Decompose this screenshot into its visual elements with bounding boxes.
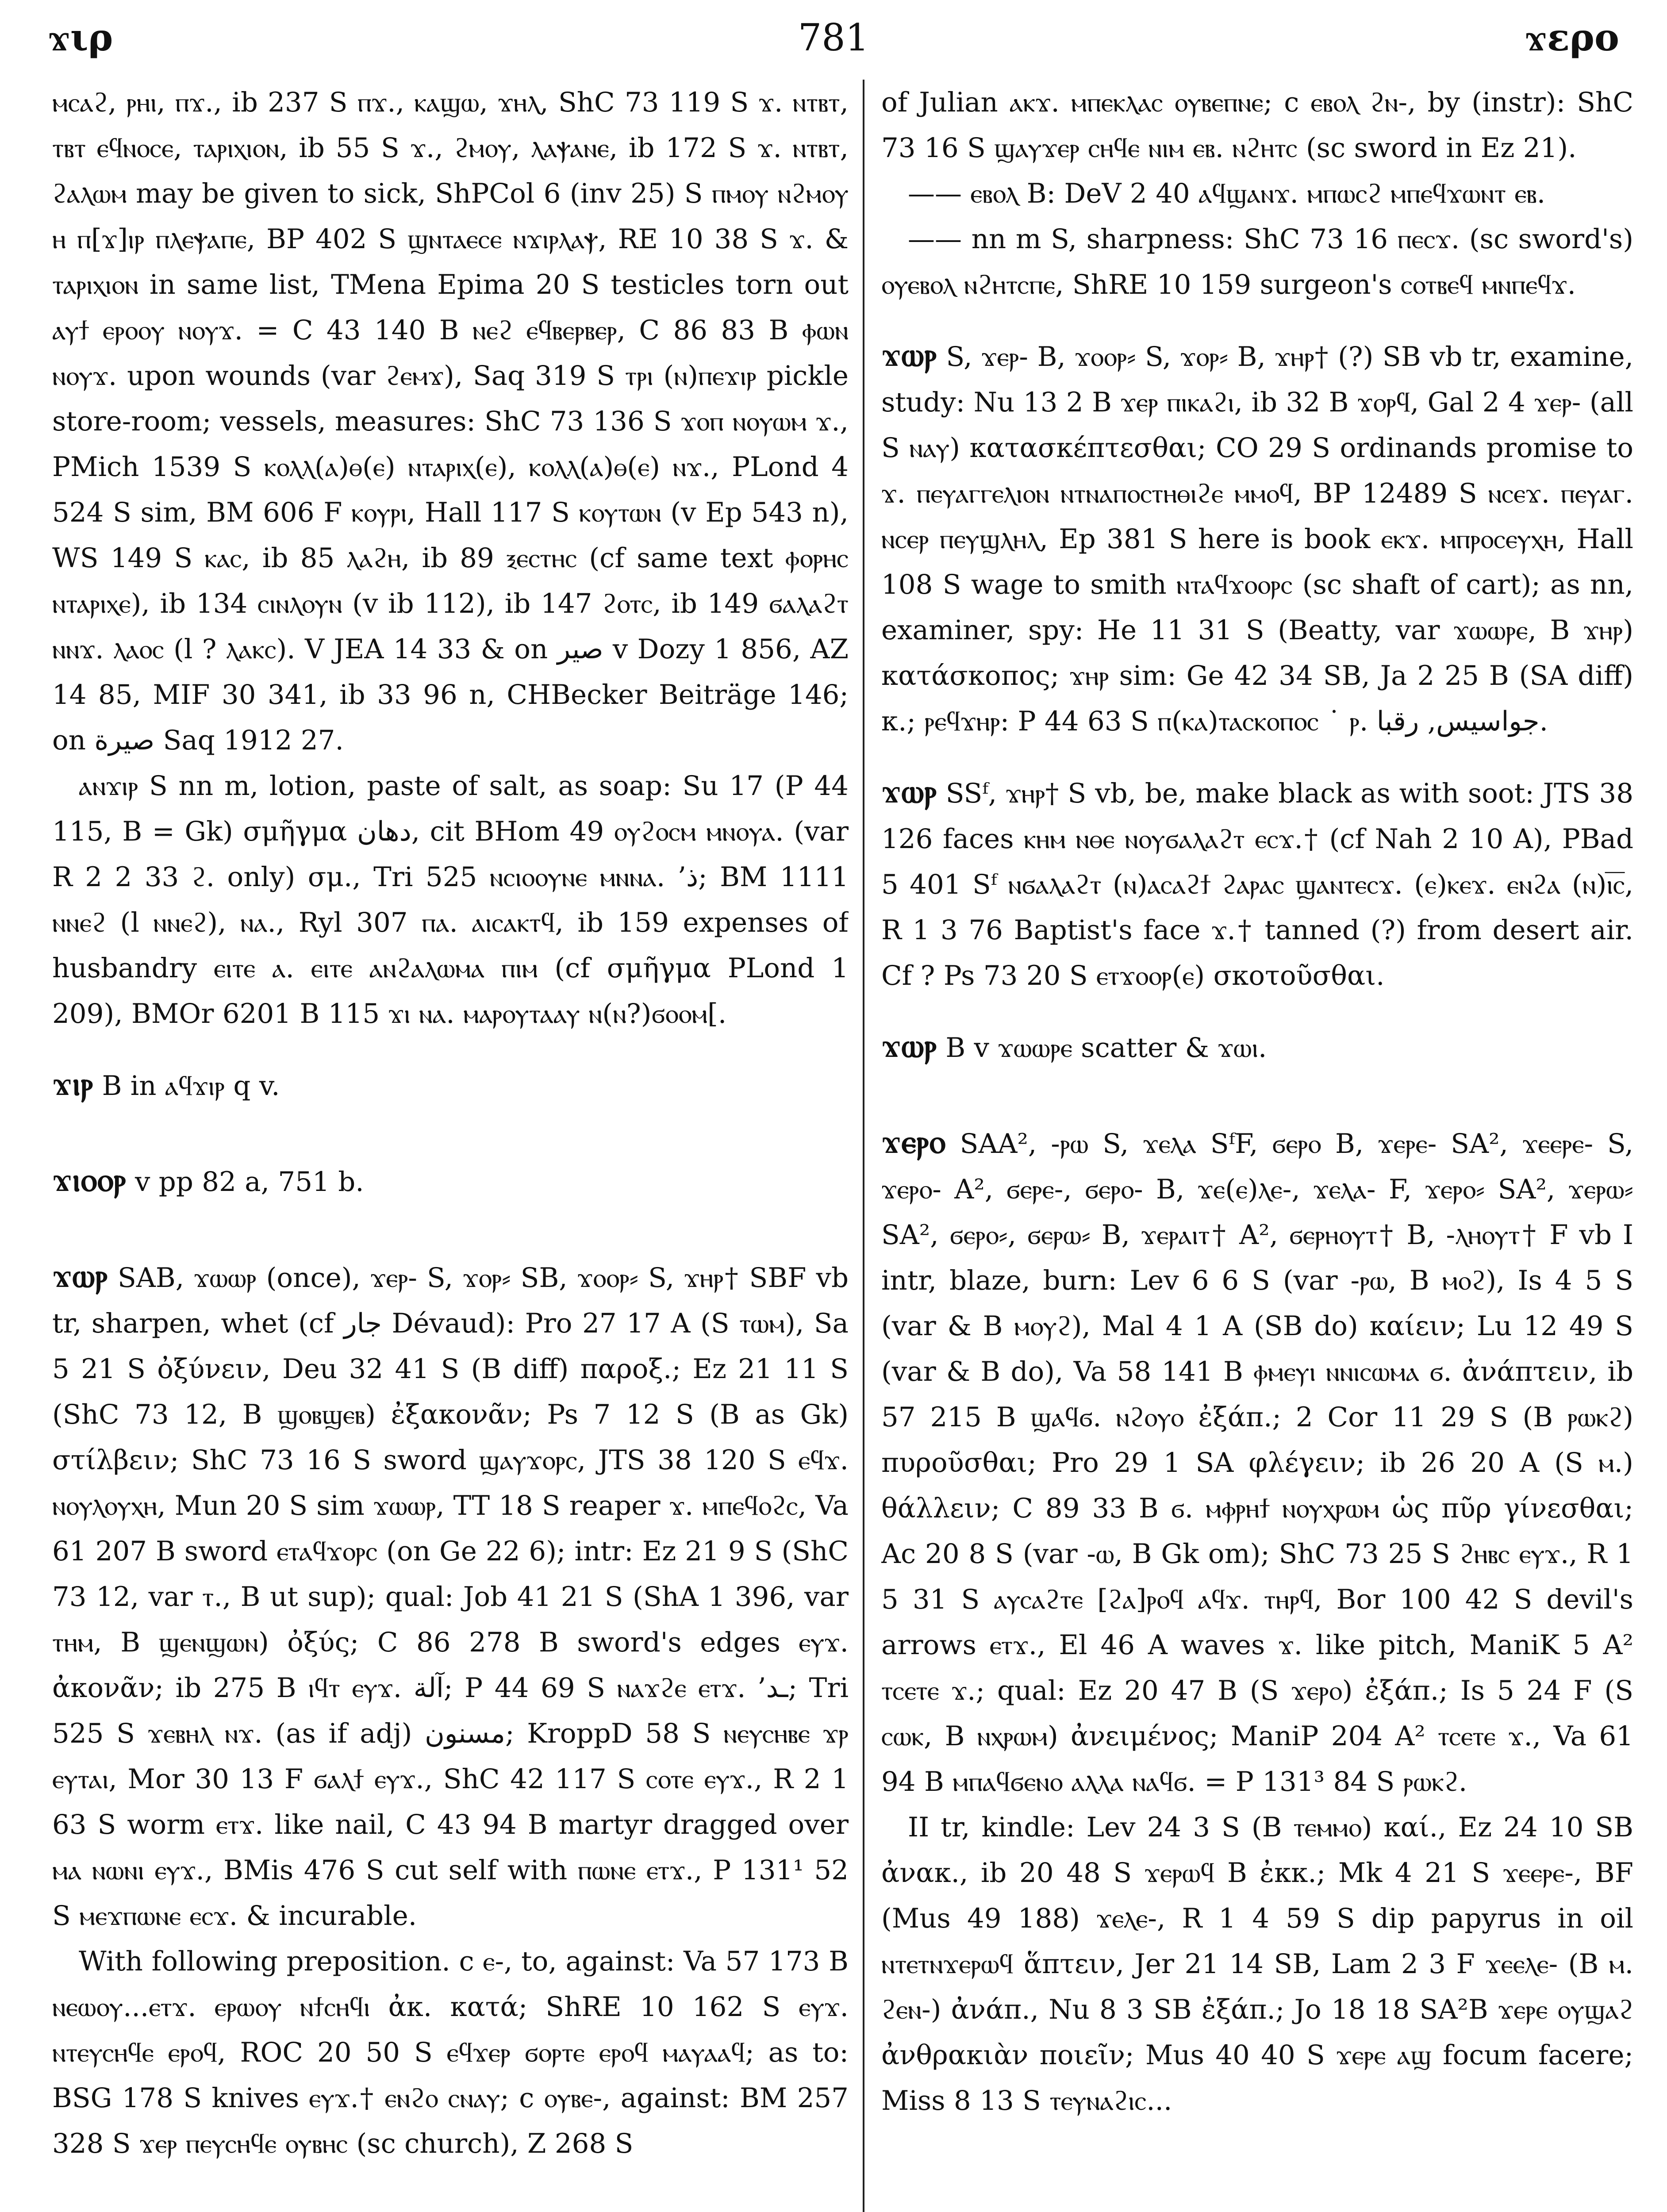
entry-text: SAA², -ⲣⲱ S, ϫⲉⲗⲁ SᶠF, ϭⲉⲣⲟ B, ϫⲉⲣⲉ- SA², ϫⲉⲉⲣⲉ- S, ϫⲉⲣⲟ- A², ϭⲉⲣⲉ-, ϭⲉⲣⲟ- B, ϫⲉ(ⲉ)ⲗⲉ-, ϫⲉⲗⲁ- F, ϫⲉⲣⲟ⸗ SA², ϫⲉⲣⲱ⸗ SA², ϭⲉⲣⲟ⸗, ϭⲉⲣⲱ⸗ B, ϫⲉⲣⲁⲓⲧ† A², ϭⲉⲣⲏⲟⲩⲧ† B, -ⲗⲏⲟⲩⲧ† F vb I intr, blaze, burn: Lev 6 6 S (var -ⲣⲱ, B ⲙⲟϩ), Is 4 5 S (var & B ⲙⲟⲩϩ), Mal 4 1 A (SB do) καίειν; Lu 12 49 S (var & B do), Va 58 141 B ⲫⲙⲉⲩⲓ ⲛⲛⲓⲥⲱⲙⲁ ϭ. ἀνάπτειν, ib 57 215 B ϣⲁϥϭ. ⲛϩⲟⲩⲟ ἐξάπ.; 2 Cor 11 29 S (B ⲣⲱⲕϩ) πυροῦσθαι; Pro 29 1 SA φλέγειν; ib 26 20 A (S ⲙ.) θάλλειν; C 89 33 B ϭ. ⲙⲫⲣⲏϯ ⲛⲟⲩⲭⲣⲱⲙ ὡς πῦρ γίνεσθαι; Ac 20 8 S (var -ⲱ, B Gk om); ShC 73 25 S ϩⲏⲃⲥ ⲉⲩϫ., R 1 5 31 S ⲁⲩⲥⲁϩⲧⲉ [ϩⲁ]ⲣⲟϥ ⲁϥϫ. ⲧⲏⲣϥ, Bor 100 42 S devil's arrows ⲉⲧϫ., El 46 A waves ϫ. like pitch, ManiK 5 A² ⲧⲥⲉⲧⲉ ϫ.; qual: Ez 20 47 B (S ϫⲉⲣⲟ) ἐξάπ.; Is 5 24 F (S ⲥⲱⲕ, B ⲛⲭⲣⲱⲙ) ἀνειμένος; ManiP 204 A² ⲧⲥⲉⲧⲉ ϫ., Va 61 94 B ⲙⲡⲁϥϭⲉⲛⲟ ⲁⲗⲗⲁ ⲛⲁϥϭ. = P 131³ 84 S ⲣⲱⲕϩ. <box>881 1128 1633 1797</box>
entry-text: S, ϫⲉⲣ- B, ϫⲟⲟⲣ⸗ S, ϫⲟⲣ⸗ B, ϫⲏⲣ† (?) SB vb tr, examine, study: Nu 13 2 B ϫⲉⲣ ⲡⲓⲕⲁϩⲓ, ib 32 B ϫⲟⲣϥ, Gal 2 4 ϫⲉⲣ- (all S ⲛⲁⲩ) κατασκέπτεσθαι; CO 29 S ordinands promise to ϫ. ⲡⲉⲩⲁⲅⲅⲉⲗⲓⲟⲛ ⲛⲧⲛⲁⲡⲟⲥⲧⲏⲑⲓϩⲉ ⲙⲙⲟϥ, BP 12489 S ⲛⲥⲉϫ. ⲡⲉⲩⲁⲅ. ⲛⲥⲉⲣ ⲡⲉⲩϣⲗⲏⲗ, Ep 381 S here is book ⲉⲕϫ. ⲙⲡⲣⲟⲥⲉⲩⲭⲏ, Hall 108 S wage to smith ⲛⲧⲁϥϫⲟⲟⲣⲥ (sc shaft of cart); as nn, examiner, spy: He 11 31 S (Beatty, var ϫⲱⲱⲣⲉ, B ϫⲏⲣ) κατάσκοπος; ϫⲏⲣ sim: Ge 42 34 SB, Ja 2 25 B (SA diff) κ.; ⲣⲉϥϫⲏⲣ: P 44 63 S ⲡ(ⲕⲁ)ⲧⲁⲥⲕⲟⲡⲟⲥ ˙ ⲣ. جواسيس, رقبا. <box>881 341 1633 737</box>
entry-paragraph <box>881 332 1633 744</box>
dictionary-entry <box>52 80 849 1037</box>
dictionary-entry <box>52 1253 849 2166</box>
entry-text: of Julian ⲁⲕϫ. ⲙⲡⲉⲕⲗⲁⲥ ⲟⲩⲃⲉⲡⲛⲉ; c ⲉⲃⲟⲗ ϩⲛ-, by (instr): ShC 73 16 S ϣⲁⲩϫⲉⲣ ⲥⲏϥⲉ ⲛⲓⲙ ⲉⲃ. ⲛϩⲏⲧⲥ (sc sword in Ez 21). <box>881 87 1633 164</box>
entry-text: With following preposition. c ⲉ-, to, against: Va 57 173 B ⲛⲉⲱⲟⲩ...ⲉⲧϫ. ⲉⲣⲱⲟⲩ ⲛϯⲥⲏϥⲓ ἀκ. κατά; ShRE 10 162 S ⲉⲩϫ. ⲛⲧⲉⲩⲥⲏϥⲉ ⲉⲣⲟϥ, ROC 20 50 S ⲉϥϫⲉⲣ ϭⲟⲣⲧⲉ ⲉⲣⲟϥ ⲙⲁⲩⲁⲁϥ; as to: BSG 178 S knives ⲉⲩϫ.† ⲉⲛϩⲟ ⲥⲛⲁⲩ; c ⲟⲩⲃⲉ-, against: BM 257 328 S ϫⲉⲣ ⲡⲉⲩⲥⲏϥⲉ ⲟⲩⲃⲏⲥ (sc church), Z 268 S <box>52 1946 849 2159</box>
entry-headword: ϫⲓⲟⲟⲣ <box>52 1161 127 1199</box>
running-head-right: ϫερο <box>1525 15 1619 59</box>
entry-text: ⲁⲛϫⲓⲣ S nn m, lotion, paste of salt, as soap: Su 17 (P 44 115, B = Gk) σμῆγμα دهان, cit BHom 49 ⲟⲩϩⲟⲥⲙ ⲙⲛⲟⲩⲁ. (var R 2 2 33 ϩ. only) σμ., Tri 525 ⲛⲥⲓⲟⲟⲩⲛⲉ ⲙⲛⲛⲁ. ’ذ; BM 1111 ⲛⲛⲉϩ (l ⲛⲛⲉϩ), ⲛⲁ., Ryl 307 ⲡⲁ. ⲁⲓⲥⲁⲕⲧϥ, ib 159 expenses of husbandry ⲉⲓⲧⲉ ⲁ. ⲉⲓⲧⲉ ⲁⲛϩⲁⲗⲱⲙⲁ ⲡⲓⲙ (cf σμῆγμα PLond 1 209), BMOr 6201 B 115 ϫⲓ ⲛⲁ. ⲙⲁⲣⲟⲩⲧⲁⲁⲩ ⲛ(ⲛ?)ϭⲟⲟⲙ[. <box>52 770 849 1029</box>
entry-text: v pp 82 a, 751 b. <box>134 1166 364 1198</box>
entry-paragraph <box>881 769 1633 998</box>
left-column <box>52 80 849 2212</box>
page-number: 781 <box>798 16 869 59</box>
right-column <box>881 80 1633 2212</box>
entry-headword: ϫⲱⲣ <box>52 1257 108 1295</box>
entry-paragraph <box>881 1805 1633 2124</box>
entry-headword: ϫⲱⲣ <box>881 336 937 374</box>
entry-paragraph <box>52 1157 849 1205</box>
entry-text: —— nn m S, sharpness: ShC 73 16 ⲡⲉⲥϫ. (sc sword's) ⲟⲩⲉⲃⲟⲗ ⲛϩⲏⲧⲥⲡⲉ, ShRE 10 159 surgeon's ⲥⲟⲧⲃⲉϥ ⲙⲛⲡⲉϥϫ. <box>881 223 1633 300</box>
column-divider <box>863 80 864 2212</box>
entry-text: II tr, kindle: Lev 24 3 S (B ⲧⲉⲙⲙⲟ) καί., Ez 24 10 SB ἀνακ., ib 20 48 S ϫⲉⲣⲱϥ B ἐκκ.; Mk 4 21 S ϫⲉⲉⲣⲉ-, BF (Mus 49 188) ϫⲉⲗⲉ-, R 1 4 59 S dip papyrus in oil ⲛⲧⲉⲧⲛϫⲉⲣⲱϥ ἅπτειν, Jer 21 14 SB, Lam 2 3 F ϫⲉⲉⲗⲉ- (B ⲙ. ϩⲉⲛ-) ἀνάπ., Nu 8 3 SB ἐξάπ.; Jo 18 18 SA²B ϫⲉⲣⲉ ⲟⲩϣⲁϩ ἀνθρακιὰν ποιεῖν; Mus 40 40 S ϫⲉⲣⲉ ⲁϣ focum facere; Miss 8 13 S ⲧⲉⲩⲛⲁϩⲓⲥ... <box>881 1812 1633 2116</box>
running-head-left: ϫιρ <box>48 15 113 59</box>
dictionary-entry <box>881 1119 1633 2124</box>
entry-text: ⲙⲥⲁϩ, ⲣⲏⲓ, ⲡϫ., ib 237 S ⲡϫ., ⲕⲁϣⲱ, ϫⲏⲗ, ShC 73 119 S ϫ. ⲛⲧⲃⲧ, ⲧⲃⲧ ⲉϥⲛⲟⲥⲉ, ⲧⲁⲣⲓⲭⲓⲟⲛ, ib 55 S ϫ., ϩⲙⲟⲩ, ⲗⲁⲯⲁⲛⲉ, ib 172 S ϫ. ⲛⲧⲃⲧ, ϩⲁⲗⲱⲙ may be given to sick, ShPCol 6 (inv 25) S ⲡⲙⲟⲩ ⲛϩⲙⲟⲩ ⲏ ⲡ[ϫ]ⲓⲣ ⲡⲗⲉⲯⲁⲡⲉ, BP 402 S ϣⲛⲧⲁⲉⲥⲉ ⲛϫⲓⲣⲗⲁⲯ, RE 10 38 S ϫ. & ⲧⲁⲣⲓⲭⲓⲟⲛ in same list, TMena Epima 20 S testicles torn out ⲁⲩϯ ⲉⲣⲟⲟⲩ ⲛⲟⲩϫ. = C 43 140 B ⲛⲉϩ ⲉϥⲃⲉⲣⲃⲉⲣ, C 86 83 B ⲫⲱⲛ ⲛⲟⲩϫ. upon wounds (var ϩⲉⲙϫ), Saq 319 S ⲧⲣⲓ (ⲛ)ⲡⲉϫⲓⲣ pickle store-room; vessels, measures: ShC 73 136 S ϫⲟⲡ ⲛⲟⲩⲱⲙ ϫ., PMich 1539 S ⲕⲟⲗⲗ(ⲁ)ⲑ(ⲉ) ⲛⲧⲁⲣⲓⲭ(ⲉ), ⲕⲟⲗⲗ(ⲁ)ⲑ(ⲉ) ⲛϫ., PLond 4 524 S sim, BM 606 F ⲕⲟⲩⲣⲓ, Hall 117 S ⲕⲟⲩⲧⲱⲛ (v Ep 543 n), WS 149 S ⲕⲁⲥ, ib 85 ⲗⲁϩⲏ, ib 89 ⲝⲉⲥⲧⲏⲥ (cf same text ⲫⲟⲣⲏⲥ ⲛⲧⲁⲣⲓⲭⲉ), ib 134 ⲥⲓⲛⲗⲟⲩⲛ (v ib 112), ib 147 ϩⲟⲧⲥ, ib 149 ϭⲁⲗⲁϩⲧ ⲛⲛϫ. ⲗⲁⲟⲥ (l ? ⲗⲁⲕⲥ). V JEA 14 33 & on صير v Dozy 1 856, AZ 14 85, MIF 30 341, ib 33 96 n, CHBecker Beiträge 146; on صيرة Saq 1912 27. <box>52 87 849 756</box>
entry-text: SSᶠ, ϫⲏⲣ† S vb, be, make black as with soot: JTS 38 126 faces ⲕⲏⲙ ⲛⲑⲉ ⲛⲟⲩϭⲁⲗⲁϩⲧ ⲉⲥϫ.† (cf Nah 2 10 A), PBad 5 401 Sᶠ ⲛϭⲁⲗⲁϩⲧ (ⲛ)ⲁⲥⲁϩϯ ϩⲁⲣⲁⲥ ϣⲁⲛⲧⲉⲥϫ. (ⲉ)ⲕⲉϫ. ⲉⲛϩⲁ (ⲛ)ⲓ̅ⲥ̅, R 1 3 76 Baptist's face ϫ.† tanned (?) from desert air. Cf ? Ps 73 20 S ⲉⲧϫⲟⲟⲣ(ⲉ) σκοτοῦσθαι. <box>881 778 1633 991</box>
entry-paragraph <box>52 1061 849 1109</box>
dictionary-entry <box>52 1061 849 1109</box>
entry-paragraph <box>881 80 1633 171</box>
dictionary-entry <box>881 1023 1633 1071</box>
entry-paragraph <box>881 1119 1633 1805</box>
entry-paragraph <box>881 171 1633 216</box>
entry-headword: ϫⲱⲣ <box>881 1027 937 1065</box>
entry-headword: ϫⲓⲣ <box>52 1065 94 1103</box>
entry-text: B v ϫⲱⲱⲣⲉ scatter & ϫⲱⲓ. <box>945 1032 1267 1064</box>
dictionary-entry <box>881 80 1633 307</box>
dictionary-entry <box>881 769 1633 998</box>
entry-headword: ϫⲱⲣ <box>881 772 937 810</box>
entry-paragraph <box>52 1253 849 1939</box>
entry-text: B in ⲁϥϫⲓⲣ q v. <box>102 1070 280 1102</box>
entry-headword: ϫⲉⲣⲟ <box>881 1123 946 1161</box>
dictionary-entry <box>52 1157 849 1205</box>
entry-paragraph <box>52 1939 849 2166</box>
dictionary-entry <box>881 332 1633 744</box>
entry-text: —— ⲉⲃⲟⲗ B: DeV 2 40 ⲁϥϣⲁⲛϫ. ⲙⲡⲱⲥϩ ⲙⲡⲉϥϫⲱⲛⲧ ⲉⲃ. <box>908 178 1546 209</box>
entry-paragraph <box>881 1023 1633 1071</box>
entry-paragraph <box>52 80 849 763</box>
entry-paragraph <box>52 763 849 1037</box>
entry-paragraph <box>881 216 1633 307</box>
entry-text: SAB, ϫⲱⲱⲣ (once), ϫⲉⲣ- S, ϫⲟⲣ⸗ SB, ϫⲟⲟⲣ⸗ S, ϫⲏⲣ† SBF vb tr, sharpen, whet (cf جار Dévaud): Pro 27 17 A (S ⲧⲱⲙ), Sa 5 21 S ὀξύνειν, Deu 32 41 S (B diff) παροξ.; Ez 21 11 S (ShC 73 12, B ϣⲟⲃϣⲉⲃ) ἐξακονᾶν; Ps 7 12 S (B as Gk) στίλβειν; ShC 73 16 S sword ϣⲁⲩϫⲟⲣⲥ, JTS 38 120 S ⲉϥϫ. ⲛⲟⲩⲗⲟⲩⲭⲏ, Mun 20 S sim ϫⲱⲱⲣ, TT 18 S reaper ϫ. ⲙⲡⲉϥⲟϩⲥ, Va 61 207 B sword ⲉⲧⲁϥϫⲟⲣⲥ (on Ge 22 6); intr: Ez 21 9 S (ShC 73 12, var ⲧ., B ut sup); qual: Job 41 21 S (ShA 1 396, var ⲧⲏⲙ, B ϣⲉⲛϣⲱⲛ) ὀξύς; C 86 278 B sword's edges ⲉⲩϫ. ἀκονᾶν; ib 275 B ⲓϥⲧ ⲉⲩϫ. آلة; P 44 69 S ⲛⲁϫϩⲉ ⲉⲧϫ. ’ـد; Tri 525 S ϫⲉⲃⲏⲗ ⲛϫ. (as if adj) مسنون; KroppD 58 S ⲛⲉⲩⲥⲏⲃⲉ ϫⲣ ⲉⲩⲧⲁⲓ, Mor 30 13 F ϭⲁⲗϯ ⲉⲩϫ., ShC 42 117 S ⲥⲟⲧⲉ ⲉⲩϫ., R 2 1 63 S worm ⲉⲧϫ. like nail, C 43 94 B martyr dragged over ⲙⲁ ⲛⲱⲛⲓ ⲉⲩϫ., BMis 476 S cut self with ⲡⲱⲛⲉ ⲉⲧϫ., P 131¹ 52 S ⲙⲉϫⲡⲱⲛⲉ ⲉⲥϫ. & incurable. <box>52 1262 849 1932</box>
